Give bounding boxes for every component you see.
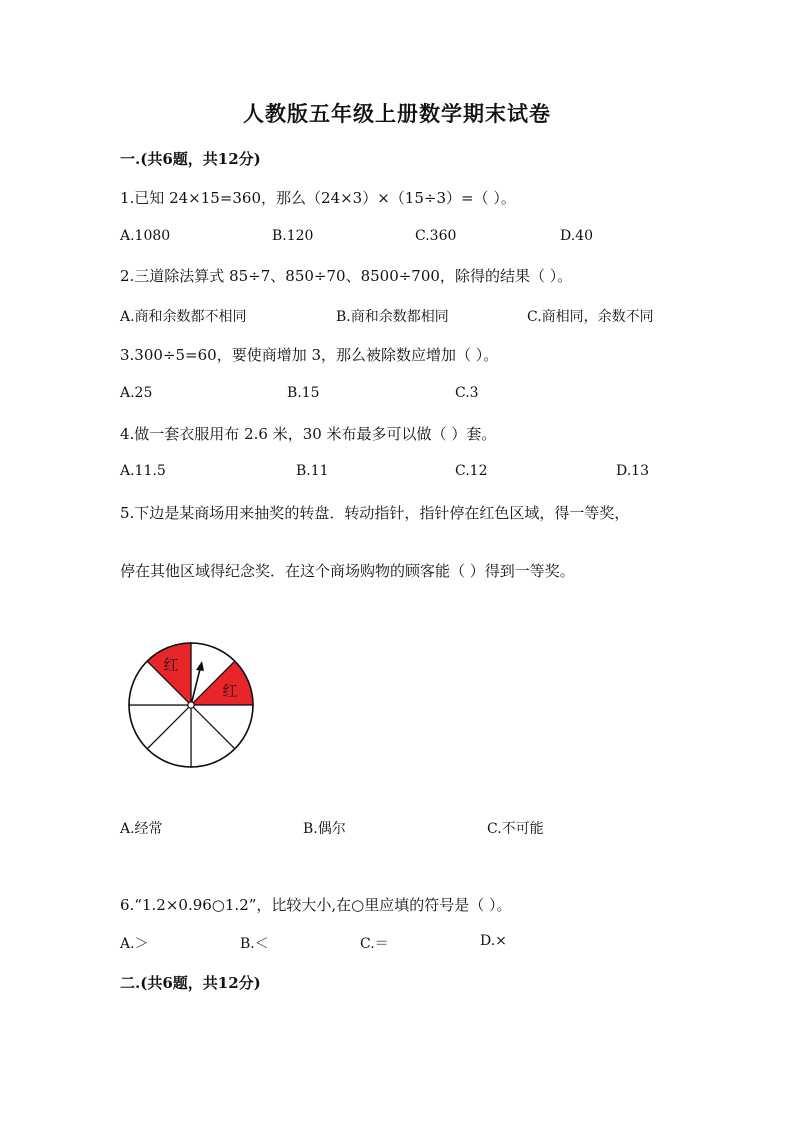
- question-5-stem-line-1: 5.下边是某商场用来抽奖的转盘．转动指针，指针停在红色区域，得一等奖，: [120, 504, 630, 522]
- question-5-option-b[interactable]: B.偶尔: [303, 821, 346, 837]
- spinner-red-label-1: 红: [163, 656, 179, 674]
- question-3-stem: 3.300÷5=60，要使商增加 3，那么被除数应增加（ ）。: [120, 346, 499, 364]
- question-2-option-b[interactable]: B.商和余数都相同: [336, 309, 449, 325]
- question-4-stem: 4.做一套衣服用布 2.6 米，30 米布最多可以做（ ）套。: [120, 425, 497, 443]
- section-heading-2: 二.(共6题，共12分): [120, 974, 261, 992]
- question-1-option-b[interactable]: B.120: [272, 228, 314, 244]
- question-3-option-a[interactable]: A.25: [120, 385, 153, 401]
- question-4-option-d[interactable]: D.13: [616, 463, 649, 479]
- section-heading-1: 一.(共6题，共12分): [120, 150, 261, 168]
- question-2-option-a[interactable]: A.商和余数都不相同: [120, 309, 247, 325]
- question-6-option-d[interactable]: D.×: [480, 933, 507, 949]
- question-4-option-a[interactable]: A.11.5: [120, 463, 166, 479]
- question-6-option-c[interactable]: C.＝: [360, 936, 389, 952]
- question-4-option-b[interactable]: B.11: [296, 463, 329, 479]
- question-2-option-c[interactable]: C.商相同，余数不同: [527, 309, 654, 325]
- question-6-stem: 6.“1.2×0.96○1.2”，比较大小,在○里应填的符号是（ ）。: [120, 896, 512, 914]
- question-5-option-a[interactable]: A.经常: [120, 821, 163, 837]
- question-3-option-b[interactable]: B.15: [287, 385, 320, 401]
- question-1-option-c[interactable]: C.360: [415, 228, 457, 244]
- question-1-option-a[interactable]: A.1080: [120, 228, 171, 244]
- question-2-stem: 2.三道除法算式 85÷7、850÷70、8500÷700，除得的结果（ ）。: [120, 267, 573, 285]
- question-5-stem-line-2: 停在其他区域得纪念奖．在这个商场购物的顾客能（ ）得到一等奖。: [120, 562, 575, 580]
- spinner-hub: [188, 702, 194, 708]
- spinner-red-label-2: 红: [222, 682, 238, 700]
- lottery-spinner: [122, 636, 260, 774]
- question-6-option-a[interactable]: A.＞: [120, 936, 149, 952]
- question-1-option-d[interactable]: D.40: [560, 228, 593, 244]
- question-5-option-c[interactable]: C.不可能: [487, 821, 544, 837]
- page-title: 人教版五年级上册数学期末试卷: [243, 101, 551, 126]
- question-6-option-b[interactable]: B.＜: [240, 936, 269, 952]
- question-4-option-c[interactable]: C.12: [455, 463, 488, 479]
- question-3-option-c[interactable]: C.3: [455, 385, 479, 401]
- question-1-stem: 1.已知 24×15=360，那么（24×3）×（15÷3）=（ ）。: [120, 189, 516, 207]
